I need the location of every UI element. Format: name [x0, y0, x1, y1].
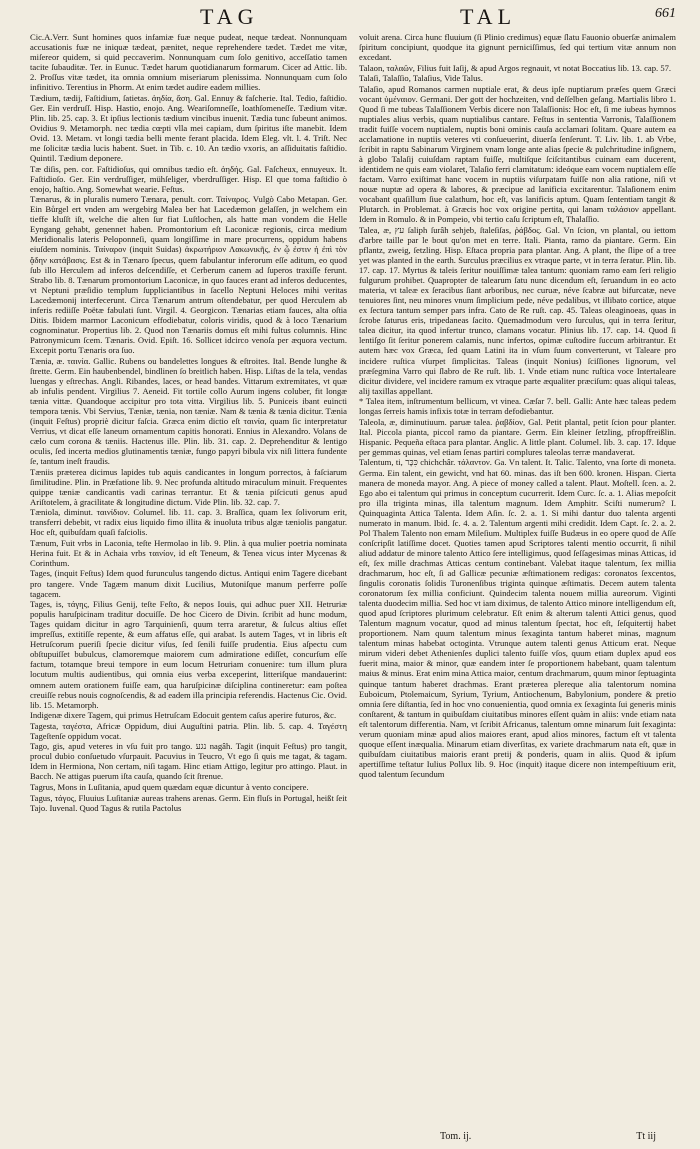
entry-paragraph: Talea, æ, עץ ſaliph ſurâh sehjeb, ſtaleſiſas, ῥάβδος. Gal. Vn ſcion, vn plantal, ou iettom d'arbre taille par le bout qu'on met en terre. Itali. Pianta, ramo da piantare. Germ. Ein pflantz, zweig, ſetzling. Hisp. Eſtaca propria para plantar. Ang. A plant, the ſlipe of a tree yet was planted in the earth. Surculus præcilius ex vtraque parte, vt in terra ſeratur. Plin. lib. 17. cap. 17. Myrtus & taleis ſeritur nouiſſimæ talea tantum: quoniam ramo eam ſeri religio fulgurum prohibet. Quapropter de talearum ſatu nunc dicendum eſt, ſeruandum in eo acto materia, vt taleæ ex ſeracibus ſiant arboribus, nec curuæ, néve ſcabræ aut bifurcatæ, neve tenuiores ſint, neu minores vnum ſimplicium pede, néve pedalibus, vt illibato cortice, atque ex ſectura tantum semper pars infra. Cato de Re ruſt. cap. 45. Taleas oleaginoeas, quas in ſcrobe ſaturus eris, tripedaneas ſacito. Quemadmodum vero ſurculus, qui in terra ſeritur, talea dicitur, ita quod infertur trunco, clamans vocatur. Plinius lib. 17. cap. 14. Quod ſi lentiſgo ſit ſeritur ponerem calamis, nunc infertos, opimæ cuſtodire ſuccum arbitrantur. Et autem hæc vox Græca, ſed quam Latini ita in vſum ſuum converterunt, vt Taleare pro incidere ruſtica vſurpet ſimplicitas. Taleas (inquit Nonius) ſciſſiones lignorum, vel præſegmina Varro qui ſlabro de Re ruſt. lib. 1. Vnde etiam nunc ruſtica voce Intertaleare dicitur dividere, vel incidere ramum ex vtraque parte æqualiter præciſum: quas aliqui taleas, alij taxillas appellant.	[359, 224, 676, 396]
volume-label: Tom. ij.	[440, 1131, 472, 1142]
page-footer	[30, 1131, 676, 1145]
entry-paragraph: Tæniola, diminut. ταινίδιον. Columel. lib. 11. cap. 3. Braſſica, quam lex ſolivorum erit, transferri debebit, vt radix eius liquido fimo illita & inuoluta tribus algæ tæniolis pangatur. Hoc eſt, quibuſdam quaſi faſciolis.	[30, 507, 347, 538]
entry-paragraph: Tagrus, Mons in Luſitania, apud quem quædam equæ dicuntur à vento concipere.	[30, 781, 309, 792]
verse-quotation: Indigenæ dixere Tagem, qui primus Hetruſcam Edocuit gentem caſus aperire futuros, &c.	[30, 710, 337, 721]
entry-paragraph: Tænum, Fuit vrbs in Laconia, teſte Hermolao in lib. 9. Plin. à qua mulier poetria nominata Herina fuit. Et & in Achaia vrbs ταινίον, id eſt Teneum, & Tenea vicus inter Mycenas & Corinthum.	[30, 537, 347, 568]
page-number: 661	[655, 6, 676, 21]
right-column	[359, 32, 676, 1122]
entry-paragraph: Tago, gis, apud veteres in vſu fuit pro tango. נגע nagâh. Tagit (inquit Feſtus) pro tangit, procul dubio conſuetudo vſurpauit. Pacuvius in Teucro, Vt ego ſi quis me tagat, & tagam. Idem in Hermiona, Non certam, niſi tagam. Hinc etiam Attigo, legitur pro attingo. Plaut. in Bacch. Ne attigas puerum iſta cauſa, quando ſcit ſtrenue.	[30, 741, 347, 782]
entry-paragraph: Cic.A.Verr. Sunt homines quos infamiæ fuæ neque pudeat, neque tædeat. Nonnunquam accusationis fuæ ne iniquæ tædeat, pænitet, neque reprehendere tædet. Tædet me vitæ, miſereor quidem, si quid peccaverim. Nonnunquam cum ſolo genitivo, acceſſatio tamen tacite ſubauditæ. Ter. in Eunuc. Tædet harum quotidianarum formarum. Cicer ad Attic. lib. 2. Proſſus vitæ tædet, ita omnia omnium miseriarum plenissima. Nonnunquam cum ſolo infinitivo. Terentius in Phorm. At enim tædet audire eadem millies.	[30, 32, 347, 93]
entry-paragraph: * Talea item, inſtrumentum bellicum, vt vinea. Cæſar 7. bell. Galli: Ante hæc taleas pedem longas ſerreis hamis infixis totæ in terram defodiebantur.	[359, 396, 676, 417]
text-columns	[30, 32, 676, 1122]
entry-paragraph: Tagesta, ταγέστα, Africæ Oppidum, diui Auguſtini patria. Plin. lib. 5. cap. 4. Ταγέστη Tageſtenſe oppidum vocat.	[30, 720, 347, 741]
signature-mark: Tt iij	[636, 1131, 656, 1142]
entry-paragraph: Tæ diſis, pen. cor. Faſtidioſus, qui omnibus tædio eſt. ἀηδής. Gal. Faſcheux, ennuyeux. It. Faſtidioſo. Ger. Ein verdruſſiger, mühſeliger, vberdruſſiger. Hisp. El que toma faſtidio ò enojo, haſtio. Ang. Somewhat wearie. Feſtus.	[30, 163, 347, 194]
entry-paragraph: Tænarus, & in pluralis numero Tænara, penult. corr. Ταίναρος. Vulgò Cabo Metapan. Ger. Ein Bůrgel ert vnden am wergebirg Malea ber hat Lacedæmon gelaſſen, jn welchem ein tieffe kluſſt iſt, welche die alten ſur fiat Luſtlochen, als hatte man vondem die Helle Eyngang gehabt, genennet haben. Promontorium eſt Laconicæ regionis, circa medium Meridionalis lateris Peloponneſi, quam longiſſime in mare procurrens, oppidum habens eiuſdem nominis. Ταίναρον (inquit Suidas) ἀκρωτήριον Λακωνικῆς, ἐν ᾧ ἐστιν ἡ ἐπὶ τὸν ᾅδην κατάβασις. Est & in Tænaro ſpecus, quem fabulantur inferorum eſſe aditum, eo quod ſub illo Herculem ad inferos deſcendiſſe, et Cerberum canem ad ſuperos traxiſſe ferunt. Strabo lib. 8. Tænarum promontorium Laconicæ, in quo fauces erant ad inferos deducentes, vt Neptuni præſidio templum ſuppliciantibus in ſacello Neptuni Heloces mihi veritas Lacedæmonij interfecerunt. Circa Tænarum antrum oſtendebatur, per quod Herculem ab inferis rediiſſe Poëtæ fabulati ſunt. Virgil. 4. Georgicon. Tænarias etiam fauces, alta oſtia Ditis. Ibidem marmor Laconicum effodiebatur, coloris viridis, quod & à loco Tænarium cognominatur. Propertius lib. 2. Quod non Tænariis domus eſt mihi fultus columnis. Hinc Patronymicum ſcem. Tænaris. Ovid. Epiſt. 16. Sollicet idcirco venoſa per æquora vectum. Excepit portu Tænaris ora ſuo.	[30, 194, 347, 355]
entry-paragraph: Talaon, ταλαῶν, Filius fuit Iaſij, & apud Argos regnauit, vt notat Boccatius lib. 13. cap. 57.	[359, 62, 672, 73]
entry-paragraph: Taleola, æ, diminutiuum. paruæ talea. ῥαβδίον, Gal. Petit plantal, petit ſcion pour planter. Ital. Piccola pianta, piccol ramo da piantare. Germ. Ein kleiner ſetzling, pfropffreißlin. Hispanic. Pequeña eſtaca para plantar. Anglic. A little plant. Columel. lib. 3. cap. 17. Idque per gemmas quinas, vel etiam ſenas partiri complures taleolas terræ mandaverat.	[359, 416, 676, 457]
entry-paragraph: Tædium, tædij, Faſtidium, ſatietas. ἀηδία, ἄση. Gal. Ennuy & faſcherie. Ital. Tedio, faſtidio. Ger. Ein verdruſſ. Hisp. Hastio, enojo. Ang. Weariſomneſſe, loathſomeneſſe. Tædium vitæ. Plin. lib. 25. cap. 3. Et ipſius lectionis tædium vincibus inuenit. Tædia tunc ſubeunt animos. Ovidius 9. Metamorph. nec tædia cœpti vlla mei capiam, dum ſpiritus iſte manebit. Idem Ovid. 13. Metam. vt longi tædia belli mente ferant placida. Idem Eleg. vlt. l. 4. Triſt. Nec me ſolicitæ tædia lucis habent. Suet. in Tib. c. 10. An tædio vxoris, an aſſiduitatis faſtidio. Quintil. Tædium deponere.	[30, 92, 347, 164]
entry-paragraph: Talaſio, apud Romanos carmen nuptiale erat, & deus ipſe nuptiarum præſes quem Græci vocant ὑμέναιον. Germani. Der gott der hochzeiten, vnd deſſelben geſang. Martialis libro 1. Quod ſi me tubeas Talaſſionem Verbis dicere non Talaſſionis: Hoc eſt, ſi me iubeas hymnos nuptiales alius verbis, quam nuptialibus cantare. Feſtus in sententia Varronis, Talaſſionem tradit fuiſſe vocem nuptialem, nuptis boni ominis cauſa acclamari ſolitam. Quare autem ea acclamatione in nuptiis veteres vti conſueuerint, diuerſa ſenſerunt. T. Liv. lib. 1. ab Vrbe, ſcribit in raptu Sabinarum Virginem vnam longe ante alias ſpecie & pulchritudine inſignem, à globo Talaſij cuiuſdam raptam fuiſſe, multiſque ſciſcitantibus cuinam eam ducerent, identidem ne quis eam violaret, Talaſio ferri clamitatum: ideóque eam vocem nuptialem eſſe factam. Varro exiſtimat hanc vocem in nuptiis viſurpatam fuiſſe non alia ratione, niſi vt nouæ nuptæ ad opera & labores, & præcipue ad lanificia excitarentur. Talaſionem enim vocabant quaſillum ſiue calathum, hoc eſt, vas lanificis aptum. Quam ſententiam tangit & Plutarch. in Problemat. à Græcis hoc vox origine pertita, qui lanam ταλάσιον appellant. Idem in Romulo. & in Pompeio, vbi tertio caſu ſcriptum eſt, Thalaſſio.	[359, 83, 676, 225]
running-head-left: TAG	[200, 4, 259, 29]
entry-paragraph: Talentum, ti, כִּכָּר chichchâr. τάλαντον. Ga. Vn talent. It. Talic. Talento, vna ſorte di moneta. Germa. Ein talent, ein gewicht, vnd hat 60. minas. das iſt ben 600. kronen. Hispan. Cierta manera de moneda mayor. Ang. A piece of money called a talent. Plaut. Moſtell. ſcen. a. 2. Ego abo ei talentum qui primus in conceptum cucurrerit. Idem Curc. ſc. a. 1. Alias mepoſcit pro illa triginta minas, illa talentum magnum. Idem Amphitr. Sciſti numerum? I. Quinquaginta Attica Talenta. Idem Aſin. ſc. 2. a. 1. Si mihi dantur duo talenta argenti numerato in manum. Ibid. ſc. 4. a. 2. Talentum argenti mihi credidit. Idem Capt. ſc. 2. a. 2. Pol Thalem Talento non emam Mileſium. Multiplex fuiſſe Budæus in eo opere quod de Aſſe conſcripſit latiſſime docet. Quoties tamen apud Scriptores talenti mentio occurrit, ſi nihil aliud addatur de minore talento Attico ſere intelligimus, quod ſeſſagesimas minas Atticas, id eſt, ſex mille drachmas Atticas centum continebant. Valebat itaque talentum, ſex millia drachmarum, hoc eſt, ſi ad Gallicæ pecuniæ æſtimationem redigas: coronatos ſexcentos, ſingulis coronatis ſolidis Turonenſibus triginta quinque æſtimatis. Decem autem talenta coronatorum ſex millia conficiunt. Quindecim talenta nouem millia aureorum. Viginti talenta duodecim millia. Sed hoc vt iam diximus, de talento Attico minore intelligendum eſt, quod apud ſcriptores plurimum celebratur. Eſt enim & alterum talenti Attici genus, quod Talentum magnum vocatur, quod ad minus talentum ſpectat, hoc eſt, ſeſquitertij habet proportionem. Nam quum talentum minus ſexaginta tantum haberet minas, magnum talentum minas habebat octoginta. Vtrunque autem talenti genus Atticum erat. Neque mirum videri debet Athenienſes duplici talento fuiſſe vſos, quum etiam duplex apud eos fuerit mina, maior & minor, quæ eandem inter ſe proportionem habebant, quam talentum maius & minus. Erat enim mina Attica maior, centum drachmarum, quum minor ſeptuaginta quinque tantum haberet drachmas. Erant præterea plereque alia talentorum nomina Euboicum, Ptolemaicum, Syrium, Tyrium, Antiochenum, Babylonium, pondere & pretio omnia ſere diſtantia, ſed in hoc vno conuenientia, quod omnia ex ſexaginta ſui generis minis conſtarent, & tantum in quibuſdam ciuitatibus minores eſſent quàm in aliis: vnde etiam nata eſt talentorum differentia. Nam, vt ſcribit Africanus, talentum omne minarum ſuit ſexaginta: verum quoniam minæ apud alios maiores erant, apud alios minores, factum eſt vt talenta quoque eſſent inæqualia. Minarum etiam diverſitas, ex variete drachmarum nata eſt, quæ in quibuſdam ciuitatibus maioris erant pretij & ponderis, quam in aliis. Quod & ipſum apertiſſime teſtatur Iulius Pollux lib. 9. Hoc (inquit) itaque dicere non intempeſtiuum erit, quod talentum ſecundum	[359, 457, 676, 779]
entry-paragraph: Tages, (inquit Feſtus) Idem quod furunculus tangendo dictus. Antiqui enim Tagere dicebant pro tangere. Vnde Tagæm manum dixit Lucilius, Mutoniſque manum perferre poſſe tagacem.	[30, 568, 347, 599]
entry-paragraph: Tagus, τάγος, Fluuius Luſitaniæ aureas trahens arenas. Germ. Ein fluſs in Portugal, heißt ſeit Tajo. Iuvenal. Quod Tagus & rutila Pactolus	[30, 792, 347, 813]
entry-paragraph: Tæniis præterea dicimus lapides tub aquis candicantes in longum porrectos, à faſciarum ſimilitudine. Plin. in Præfatione lib. 9. Nec profunda altitudo miraculum minuit. Frequentes quippe tæniæ candicantis vadi carinas terrantur. Et & tænia piſcicuti genus apud Ariſtotelem, à gracilitate & longitudine dictum. Vide Plin. lib. 32. cap. 7.	[30, 466, 347, 507]
left-column	[30, 32, 347, 1122]
entry-paragraph: Tænia, æ. ταινία. Gallic. Rubens ou bandelettes longues & eſtroites. Ital. Bende lunghe & ſtrette. Germ. Ein haubenbendel, bindlinen ſo breitlich haben. Hisp. Liſtas de la tela, vendas luengas y eſtrechas. Angli. Ribandes, laces, or head bandes. Vittarum extremitates, vt quæ ab infulis pendent. Virgilius 7. Aeneid. Fit tortile collo Aurum ingens coluber, fit longæ tænia vittæ. Quandoque accipitur pro tota vitta. Virgilius lib. 5. Puniceis ibant euincti tempora tænis. Vbi Servius, Tæniæ, tænia, non tæniæ. Nam & tænia & tænia dicitur. Tænia (inquit Feſtus) propriè dicitur faſcia. Græca enim dictio eſt ταινία, quam ſic interpretatur Verrius, vt dicat eſſe laneum ornamentum capitis honorati. Ennius in Alexandro. Volans de cælo cum corona & tæniis. Hactenus ille. Plin. lib. 31. cap. 2. Deprehenditur & lentigo oculis, ſed incerta medios glutinamentis tæniæ, fungo papyri bibula vix niſi littera fundente ſe, tantum ineſt fraudis.	[30, 355, 347, 466]
entry-paragraph: Talaſi, Talaſſio, Talaſius, Vide Talus.	[359, 73, 483, 84]
running-head-right: TAL	[460, 4, 517, 29]
entry-paragraph: voluit arena. Circa hunc fluuium (ſi Plinio credimus) equæ ſlatu Fauonio obuerſæ animalem ſpiritum concipiunt, quodque ita gignunt perniciſſimus, ſed qui tertium vitæ annum non excedant.	[359, 32, 676, 63]
entry-paragraph: Tages, is, τάγης, Filius Genij, teſte Feſto, & nepos Iouis, qui adhuc puer XII. Hetruriæ populis haruſpicinam traditur docuiſſe. De hoc Cicero de Divin. ſcribit ad hunc modum, Tages quidam dicitur in agro Tarquinienſi, quum terra araretur, & ſulcus altius eſſet impreſſus, extitiſſe repente, & eum affatus eſſe, qui arabat. Is autem Tages, vt in libris eſt Hetruſcorum pueriſi ſpecie dicitur viſus, ſed ſenili fuiſſe prudentia. Eius aſpectu cum obſtupuiſſet bubulcus, clamoremque maiorem cum admiratione ediſſet, concurſum eſſe factum, totamque breui tempore in eum locum Hetruriam conuenire: tum illum plura locutum multis audientibus, qui omnia eius verba exceperint, litteriſque mandauerint: omnem autem orationem fuiſſe eam, qua haruſpicinæ diſciplina contineretur: eam poſtea creuiſſe rebus nouis cognoſcendis, & ad eadem illa principia referendis. Hactenus Cic. Ovid. lib. 15. Metamorph.	[30, 599, 347, 710]
running-head	[30, 4, 676, 32]
